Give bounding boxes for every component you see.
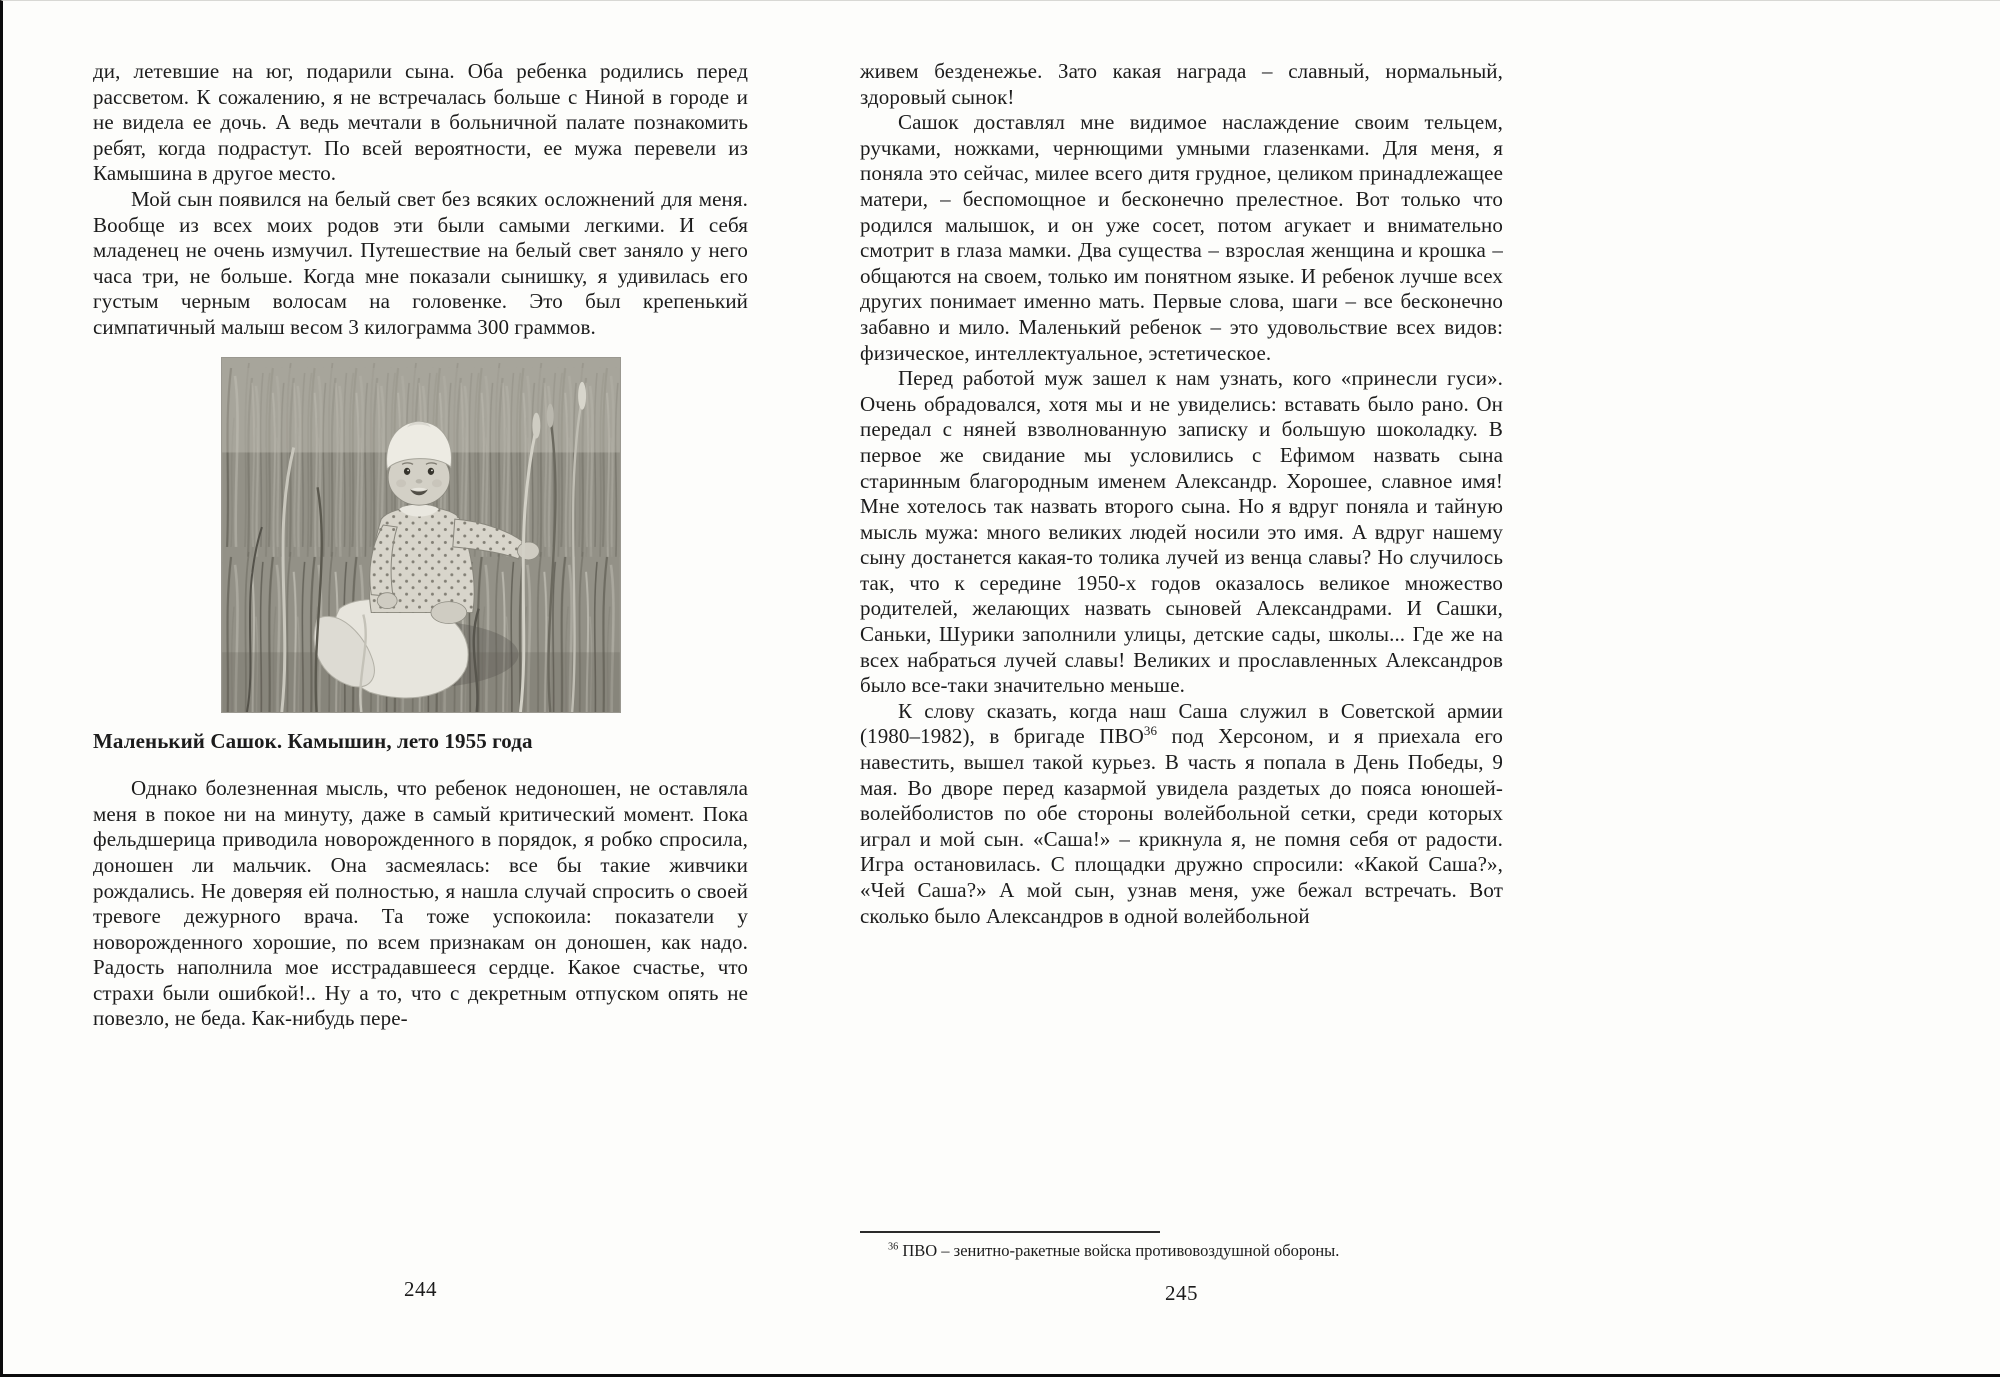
footnote-marker: 36	[888, 1241, 899, 1253]
baby-photo-figure	[221, 357, 621, 713]
left-page	[93, 59, 748, 1032]
paragraph-continuation: живем безденежье. Зато какая награда – славный, нормальный, здоровый сынок!	[860, 59, 1503, 109]
paragraph: Сашок доставлял мне видимое наслаждение своим тельцем, ручками, ножками, чернющими умными глазенками. Для меня, я поняла это сейчас, милее всего дитя грудное, целиком принадлежащее матери, – беспомощное и бесконечно прелестное. Вот только что родился малышок, и он уже сосет, потом агукает и внимательно смотрит в глаза мамки. Два существа – взрослая женщина и крошка – общаются на своем, только им понятном языке. И ребенок лучше всех других понимает именно мать. Первые слова, шаги – все бесконечно забавно и мило. Маленький ребенок – это удовольствие всех видов: физическое, интеллектуальное, эстетическое.	[860, 110, 1503, 365]
footnote-separator	[860, 1231, 1160, 1233]
footnote-area	[860, 1231, 1503, 1261]
footnote	[860, 1240, 1503, 1261]
paragraph	[860, 699, 1503, 929]
page-number-left: 244	[404, 1277, 437, 1301]
paragraph-text: К слову сказать, когда наш Саша служил в Советской армии (1980–1982), в бригаде ПВО	[860, 698, 1503, 749]
footnote-text: ПВО – зенитно-ракетные войска противовоздушной обороны.	[902, 1241, 1340, 1260]
photo-caption: Маленький Сашок. Камышин, лето 1955 года	[93, 728, 533, 753]
footnote-reference: 36	[1143, 723, 1158, 739]
paragraph: Мой сын появился на белый свет без всяких осложнений для меня. Вообще из всех моих родов эти были самыми легкими. И себя младенец не очень измучил. Путешествие на белый свет заняло у него часа три, не больше. Когда мне показали сынишку, я удивилась его густым черным волосам на головенке. Это был крепенький симпатичный малыш весом 3 килограмма 300 граммов.	[93, 186, 748, 339]
paragraph: Однако болезненная мысль, что ребенок недоношен, не оставляла меня в покое ни на минуту, даже в самый критический момент. Пока фельдшерица приводила новорожденного в порядок, я робко спросила, доношен ли мальчик. Она засмеялась: все бы такие живчики рождались. Не доверяя ей полностью, я нашла случай спросить о своей тревоге дежурного врача. Та тоже успокоила: показатели у новорожденного хорошие, по всем признакам он доношен, как надо. Радость наполнила мое исстрадавшееся сердце. Какое счастье, что страхи были ошибкой!.. Ну а то, что с декретным отпуском опять не повезло, не беда. Как-нибудь пере-	[93, 776, 748, 1031]
page-number-right: 245	[1165, 1281, 1198, 1305]
paragraph: Перед работой муж зашел к нам узнать, кого «принесли гуси». Очень обрадовался, хотя мы и не увиделись: вставать было рано. Он передал с няней взволнованную записку и большую шоколадку. В первое же свидание мы условились с Ефимом назвать сына старинным благородным именем Александр. Хорошее, славное имя! Мне хотелось так назвать второго сына. Но я вдруг поняла и тайную мысль мужа: много великих людей носили это имя. А вдруг нашему сыну достанется какая-то толика лучей из венца славы? Но случилось так, что к середине 1950-х годов оказалось великое множество родителей, желающих назвать сыновей Александрами. И Сашки, Саньки, Шурики заполнили улицы, детские сады, школы... Где же на всех набраться лучей славы! Великих и прославленных Александров было все-таки значительно меньше.	[860, 366, 1503, 698]
right-page	[860, 59, 1503, 929]
paragraph-continuation: ди, летевшие на юг, подарили сына. Оба ребенка родились перед рассветом. К сожалению, я не встречалась больше с Ниной в городе и не видела ее дочь. А ведь мечтали в больничной палате познакомить ребят, когда подрастут. По всей вероятности, ее мужа перевели из Камышина в другое место.	[93, 59, 748, 186]
baby-in-grass-photo	[221, 357, 621, 713]
paragraph-text: под Херсоном, и я приехала его навестить, вышел такой курьез. В часть я попала в День Победы, 9 мая. Во дворе перед казармой увидела раздетых до пояса юношей-волейболистов по обе стороны волейбольной сетки, среди которых играл и мой сын. «Саша!» – крикнула я, не помня себя от радости. Игра остановилась. С площадки дружно спросили: «Какой Саша?», «Чей Саша?» А мой сын, узнав меня, уже бежал встречать. Вот сколько было Александров в одной волейбольной	[860, 724, 1503, 928]
